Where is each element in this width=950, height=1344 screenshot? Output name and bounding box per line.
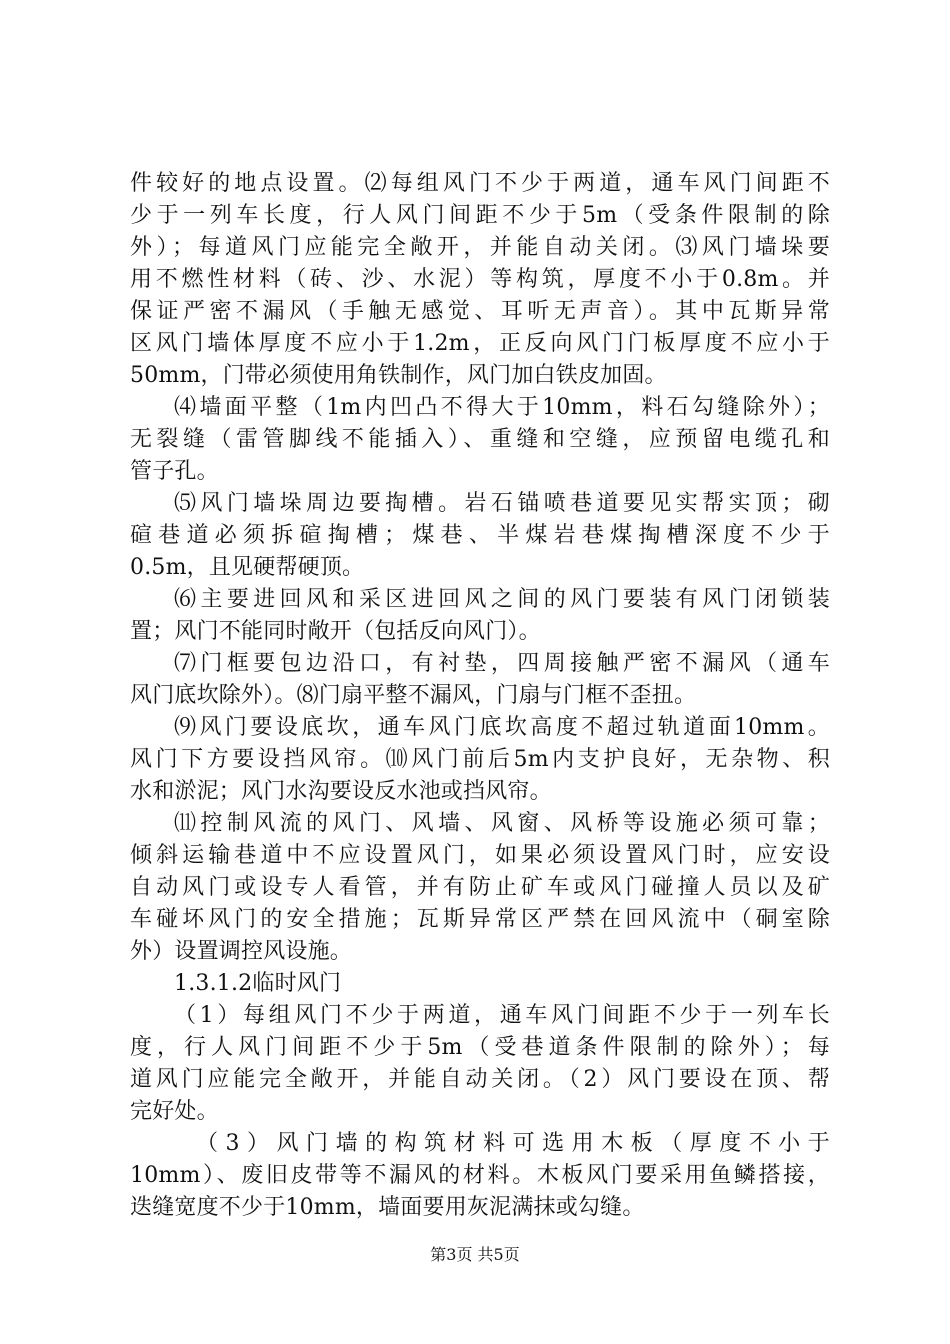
text-line: 车碰坏风门的安全措施；瓦斯异常区严禁在回风流中（硐室除 bbox=[130, 907, 830, 932]
text-line: ⑼风门要设底坎，通车风门底坎高度不超过轨道面10mm。 bbox=[174, 715, 830, 740]
text-line: ⑷墙面平整（1m内凹凸不得大于10mm，料石勾缝除外）； bbox=[174, 395, 830, 420]
text-line: 置；风门不能同时敞开（包括反向风门）。 bbox=[130, 619, 541, 644]
text-line: ⑸风门墙垛周边要掏槽。岩石锚喷巷道要见实帮实顶；砌 bbox=[174, 491, 830, 516]
document-body bbox=[130, 168, 830, 1224]
text-line: 度，行人风门间距不少于5m（受巷道条件限制的除外）；每 bbox=[130, 1035, 830, 1060]
text-line: （3）风门墙的构筑材料可选用木板（厚度不小于 bbox=[196, 1131, 830, 1156]
text-line: 区风门墙体厚度不应小于1.2m，正反向风门门板厚度不应小于 bbox=[130, 331, 830, 356]
text-line: ⑾控制风流的风门、风墙、风窗、风桥等设施必须可靠； bbox=[174, 811, 830, 836]
text-line: 件较好的地点设置。⑵每组风门不少于两道，通车风门间距不 bbox=[130, 171, 830, 196]
text-line: 风门底坎除外）。⑻门扇平整不漏风，门扇与门框不歪扭。 bbox=[130, 683, 697, 708]
text-line: 完好处。 bbox=[130, 1099, 219, 1124]
text-line: 自动风门或设专人看管，并有防止矿车或风门碰撞人员以及矿 bbox=[130, 875, 830, 900]
text-line: ⑺门框要包边沿口，有衬垫，四周接触严密不漏风（通车 bbox=[174, 651, 830, 676]
text-line: 管子孔。 bbox=[130, 459, 219, 484]
text-line: ⑹主要进回风和采区进回风之间的风门要装有风门闭锁装 bbox=[174, 587, 830, 612]
text-line: 10mm）、废旧皮带等不漏风的材料。木板风门要采用鱼鳞搭接， bbox=[130, 1163, 830, 1188]
text-line: 50mm，门带必须使用角铁制作，风门加白铁皮加固。 bbox=[130, 363, 667, 388]
text-line: 碹巷道必须拆碹掏槽；煤巷、半煤岩巷煤掏槽深度不少于 bbox=[130, 523, 830, 548]
text-line: 风门下方要设挡风帘。⑽风门前后5m内支护良好，无杂物、积 bbox=[130, 747, 830, 772]
text-line: 倾斜运输巷道中不应设置风门，如果必须设置风门时，应安设 bbox=[130, 843, 830, 868]
text-line: 用不燃性材料（砖、沙、水泥）等构筑，厚度不小于0.8m。并 bbox=[130, 267, 830, 292]
text-line: （1）每组风门不少于两道，通车风门间距不少于一列车长 bbox=[174, 1003, 830, 1028]
text-line: 道风门应能完全敞开，并能自动关闭。（2）风门要设在顶、帮 bbox=[130, 1067, 830, 1092]
text-line: 保证严密不漏风（手触无感觉、耳听无声音）。其中瓦斯异常 bbox=[130, 299, 830, 324]
page-footer: 第3页 共5页 bbox=[430, 1245, 520, 1264]
text-line: 外）设置调控风设施。 bbox=[130, 939, 353, 964]
text-line: 1.3.1.2临时风门 bbox=[174, 971, 342, 996]
text-line: 迭缝宽度不少于10mm，墙面要用灰泥满抹或勾缝。 bbox=[130, 1195, 645, 1220]
text-line: 外）；每道风门应能完全敞开，并能自动关闭。⑶风门墙垛要 bbox=[130, 235, 830, 260]
text-line: 无裂缝（雷管脚线不能插入）、重缝和空缝，应预留电缆孔和 bbox=[130, 427, 830, 452]
text-line: 水和淤泥；风门水沟要设反水池或挡风帘。 bbox=[130, 779, 552, 804]
text-line: 0.5m，且见硬帮硬顶。 bbox=[130, 555, 365, 580]
text-line: 少于一列车长度，行人风门间距不少于5m（受条件限制的除 bbox=[130, 203, 830, 228]
